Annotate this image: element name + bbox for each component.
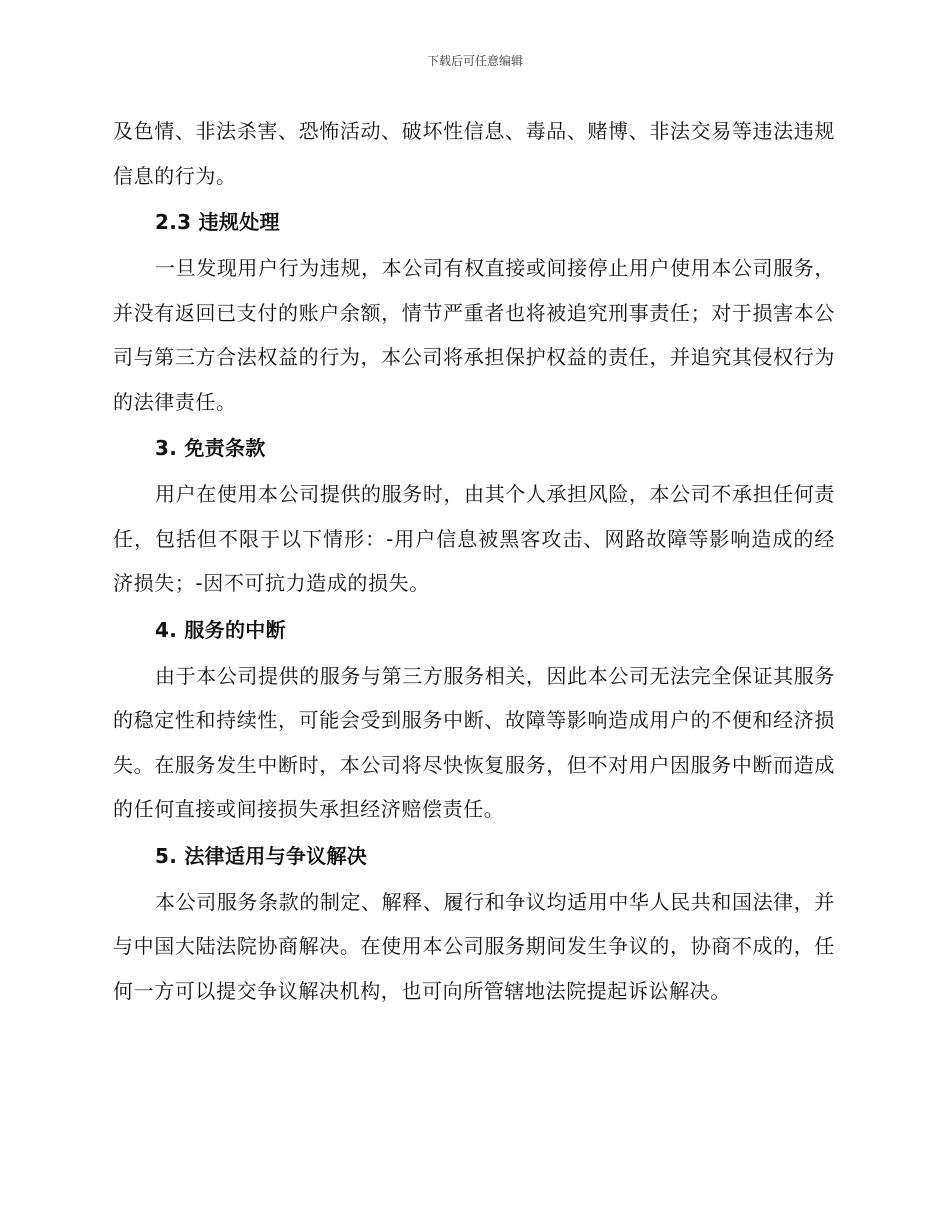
section-heading-3: 3. 免责条款 <box>155 436 266 460</box>
section-paragraph-4: 由于本公司提供的服务与第三方服务相关，因此本公司无法完全保证其服务的稳定性和持续性，可能会受到服务中断、故障等影响造成用户的不便和经济损失。在服务发生中断时，本公司将尽快恢复服务，但不对用户因服务中断而造成的任何直接或间接损失承担经济赔偿责任。 <box>113 663 835 821</box>
document-body <box>113 109 835 1013</box>
section-paragraph-2-3: 一旦发现用户行为违规，本公司有权直接或间接停止用户使用本公司服务，并没有返回已支付的账户余额，情节严重者也将被追究刑事责任；对于损害本公司与第三方合法权益的行为，本公司将承担保护权益的责任，并追究其侵权行为的法律责任。 <box>113 256 835 414</box>
section-heading-2-3: 2.3 违规处理 <box>155 210 280 234</box>
section-heading-4: 4. 服务的中断 <box>155 617 286 642</box>
continuation-paragraph: 及色情、非法杀害、恐怖活动、破坏性信息、毒品、赌博、非法交易等违法违规信息的行为。 <box>113 119 835 188</box>
running-header: 下载后可任意编辑 <box>426 54 523 68</box>
section-paragraph-5: 本公司服务条款的制定、解释、履行和争议均适用中华人民共和国法律，并与中国大陆法院协商解决。在使用本公司服务期间发生争议的，协商不成的，任何一方可以提交争议解决机构，也可向所管辖地法院提起诉讼解决。 <box>113 889 835 1003</box>
section-paragraph-3: 用户在使用本公司提供的服务时，由其个人承担风险，本公司不承担任何责任，包括但不限于以下情形：-用户信息被黑客攻击、网路故障等影响造成的经济损失；-因不可抗力造成的损失。 <box>113 482 835 595</box>
section-heading-5: 5. 法律适用与争议解决 <box>155 843 368 868</box>
